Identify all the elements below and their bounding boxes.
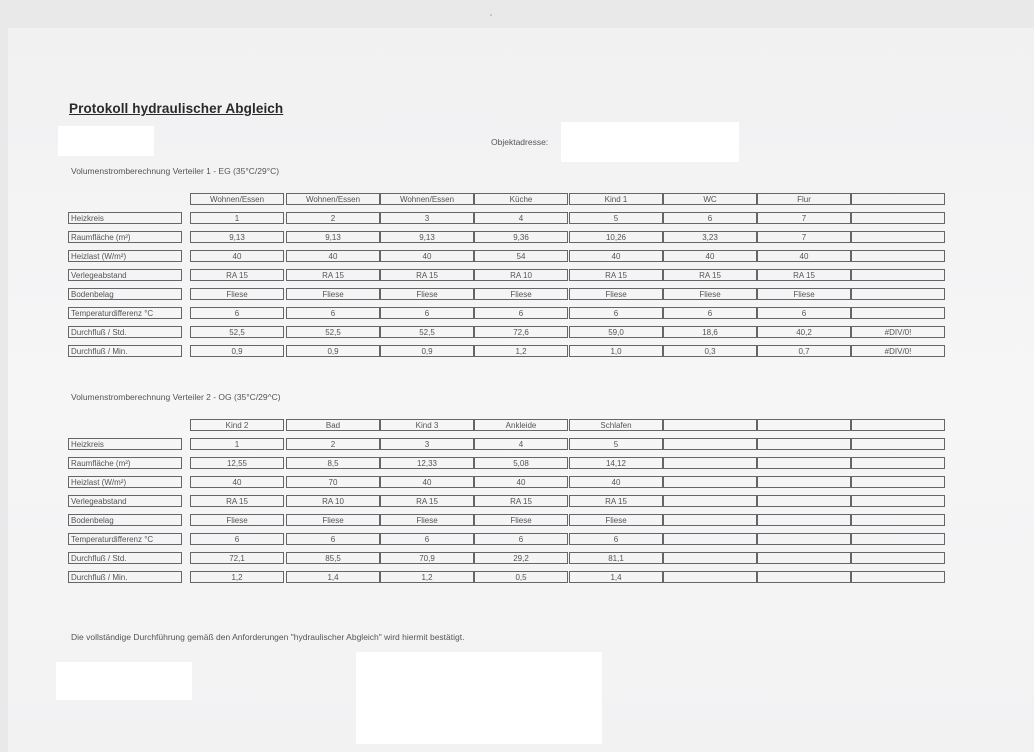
table-cell: 8,5 — [286, 457, 380, 469]
table-cell: 12,55 — [190, 457, 284, 469]
table-cell: Fliese — [569, 288, 663, 300]
table-cell — [851, 269, 945, 281]
table-cell: 5,08 — [474, 457, 568, 469]
table-cell: 9,13 — [380, 231, 474, 243]
column-header: WC — [663, 193, 757, 205]
row-label: Verlegeabstand — [68, 495, 182, 507]
table-cell: 1 — [190, 212, 284, 224]
table-cell: Fliese — [569, 514, 663, 526]
table-cell: 5 — [569, 438, 663, 450]
table-cell: 6 — [569, 307, 663, 319]
table-cell: RA 15 — [569, 269, 663, 281]
table-cell: Fliese — [286, 514, 380, 526]
table-cell: 1,4 — [569, 571, 663, 583]
table-cell — [663, 476, 757, 488]
column-header: Wohnen/Essen — [380, 193, 474, 205]
table-cell: Fliese — [380, 288, 474, 300]
table-cell: 1,4 — [286, 571, 380, 583]
table-cell: 1 — [190, 438, 284, 450]
column-header: Kind 3 — [380, 419, 474, 431]
row-label: Temperaturdifferenz °C — [68, 307, 182, 319]
table-cell: 0,9 — [380, 345, 474, 357]
table-cell: 52,5 — [190, 326, 284, 338]
table-cell: 0,5 — [474, 571, 568, 583]
objektadresse-label: Objektadresse: — [491, 137, 549, 147]
column-header — [851, 419, 945, 431]
table-cell: 6 — [190, 533, 284, 545]
redacted-signature-right — [356, 652, 602, 744]
table-cell: RA 10 — [474, 269, 568, 281]
table-cell: Fliese — [474, 288, 568, 300]
redacted-address — [561, 122, 739, 162]
row-label: Heizlast (W/m²) — [68, 476, 182, 488]
row-label: Durchfluß / Min. — [68, 571, 182, 583]
table-cell — [757, 495, 851, 507]
table-cell — [757, 438, 851, 450]
table-cell: 40 — [474, 476, 568, 488]
row-label: Durchfluß / Min. — [68, 345, 182, 357]
table-cell: 85,5 — [286, 552, 380, 564]
column-header — [757, 419, 851, 431]
table-cell: 6 — [569, 533, 663, 545]
table-cell — [851, 552, 945, 564]
table-cell: 9,13 — [286, 231, 380, 243]
row-label: Temperaturdifferenz °C — [68, 533, 182, 545]
table-cell: 6 — [286, 307, 380, 319]
table-cell: 40 — [757, 250, 851, 262]
table-cell: Fliese — [663, 288, 757, 300]
table-cell: 52,5 — [286, 326, 380, 338]
table-cell: RA 15 — [569, 495, 663, 507]
redacted-signature-left — [56, 662, 192, 700]
table-cell: 6 — [663, 307, 757, 319]
table-cell: 40 — [380, 476, 474, 488]
table-cell: 6 — [663, 212, 757, 224]
column-header: Wohnen/Essen — [286, 193, 380, 205]
table-cell — [663, 457, 757, 469]
table-cell: RA 15 — [380, 495, 474, 507]
table-cell — [851, 231, 945, 243]
confirmation-text: Die vollständige Durchführung gemäß den Anforderungen "hydraulischer Abgleich" wird hiermit bestätigt. — [71, 632, 465, 642]
table-cell: 2 — [286, 212, 380, 224]
table-cell: RA 15 — [190, 269, 284, 281]
table-cell: Fliese — [190, 514, 284, 526]
table-cell: 0,7 — [757, 345, 851, 357]
table-cell: 6 — [474, 533, 568, 545]
table-cell — [757, 571, 851, 583]
table-cell: 40 — [663, 250, 757, 262]
table-cell — [851, 288, 945, 300]
row-label: Bodenbelag — [68, 288, 182, 300]
table-cell: 70 — [286, 476, 380, 488]
table-cell: 40 — [569, 250, 663, 262]
table-cell: 0,3 — [663, 345, 757, 357]
table-cell: 1,2 — [190, 571, 284, 583]
table-cell: Fliese — [380, 514, 474, 526]
table-cell: 1,0 — [569, 345, 663, 357]
table-cell: 0,9 — [286, 345, 380, 357]
section-label-verteiler-1: Volumenstromberechnung Verteiler 1 - EG (35°C/29°C) — [71, 166, 280, 176]
table-cell: RA 15 — [474, 495, 568, 507]
table-cell: 10,26 — [569, 231, 663, 243]
column-header — [663, 419, 757, 431]
row-label: Heizlast (W/m²) — [68, 250, 182, 262]
table-cell: Fliese — [474, 514, 568, 526]
column-header: Kind 1 — [569, 193, 663, 205]
table-cell — [851, 514, 945, 526]
table-cell: 72,6 — [474, 326, 568, 338]
table-cell: 6 — [474, 307, 568, 319]
table-cell: 52,5 — [380, 326, 474, 338]
table-cell: 40 — [190, 476, 284, 488]
table-cell — [851, 457, 945, 469]
table-cell: 18,6 — [663, 326, 757, 338]
table-cell: RA 15 — [757, 269, 851, 281]
table-cell: 1,2 — [380, 571, 474, 583]
table-cell: Fliese — [286, 288, 380, 300]
table-cell: 6 — [190, 307, 284, 319]
table-cell — [851, 495, 945, 507]
table-cell: #DIV/0! — [851, 345, 945, 357]
table-cell — [663, 514, 757, 526]
table-cell: 3 — [380, 438, 474, 450]
table-cell: Fliese — [190, 288, 284, 300]
redacted-area-left — [58, 126, 154, 156]
table-cell: 7 — [757, 231, 851, 243]
table-cell: RA 10 — [286, 495, 380, 507]
table-cell: RA 15 — [380, 269, 474, 281]
table-cell: 70,9 — [380, 552, 474, 564]
table-cell: 6 — [380, 307, 474, 319]
table-cell: 54 — [474, 250, 568, 262]
table-cell: 4 — [474, 438, 568, 450]
table-cell: 6 — [286, 533, 380, 545]
table-cell — [851, 250, 945, 262]
column-header — [851, 193, 945, 205]
table-cell: 72,1 — [190, 552, 284, 564]
table-cell: RA 15 — [286, 269, 380, 281]
row-label: Verlegeabstand — [68, 269, 182, 281]
paper-speck — [490, 14, 492, 16]
table-cell — [851, 438, 945, 450]
table-cell: 6 — [757, 307, 851, 319]
table-cell: 9,13 — [190, 231, 284, 243]
table-cell — [851, 476, 945, 488]
table-cell — [851, 212, 945, 224]
column-header: Küche — [474, 193, 568, 205]
table-cell: 7 — [757, 212, 851, 224]
table-cell — [663, 533, 757, 545]
table-cell: 3,23 — [663, 231, 757, 243]
table-cell: #DIV/0! — [851, 326, 945, 338]
table-cell: RA 15 — [190, 495, 284, 507]
table-cell — [757, 552, 851, 564]
table-cell: 6 — [380, 533, 474, 545]
table-cell: 59,0 — [569, 326, 663, 338]
table-cell — [757, 533, 851, 545]
table-cell: 0,9 — [190, 345, 284, 357]
row-label: Raumfläche (m²) — [68, 457, 182, 469]
table-cell: 40 — [286, 250, 380, 262]
section-label-verteiler-2: Volumenstromberechnung Verteiler 2 - OG (35°C/29^C) — [71, 392, 281, 402]
column-header: Bad — [286, 419, 380, 431]
table-cell: 14,12 — [569, 457, 663, 469]
table-cell — [757, 476, 851, 488]
table-cell — [663, 495, 757, 507]
table-cell: 9,36 — [474, 231, 568, 243]
column-header: Ankleide — [474, 419, 568, 431]
row-label: Raumfläche (m²) — [68, 231, 182, 243]
row-label: Heizkreis — [68, 212, 182, 224]
table-cell — [851, 533, 945, 545]
table-cell — [757, 457, 851, 469]
column-header: Flur — [757, 193, 851, 205]
column-header: Schlafen — [569, 419, 663, 431]
table-cell: 29,2 — [474, 552, 568, 564]
row-label: Heizkreis — [68, 438, 182, 450]
table-cell: 12,33 — [380, 457, 474, 469]
table-cell: 1,2 — [474, 345, 568, 357]
table-cell: 40 — [569, 476, 663, 488]
row-label: Durchfluß / Std. — [68, 552, 182, 564]
table-cell: 4 — [474, 212, 568, 224]
table-cell: 3 — [380, 212, 474, 224]
table-cell: Fliese — [757, 288, 851, 300]
table-cell — [757, 514, 851, 526]
table-cell: 40 — [190, 250, 284, 262]
table-cell: 2 — [286, 438, 380, 450]
table-cell: 40 — [380, 250, 474, 262]
table-cell — [663, 552, 757, 564]
table-cell: 81,1 — [569, 552, 663, 564]
row-label: Durchfluß / Std. — [68, 326, 182, 338]
table-cell — [851, 307, 945, 319]
document-title: Protokoll hydraulischer Abgleich — [69, 101, 284, 116]
table-cell: RA 15 — [663, 269, 757, 281]
column-header: Kind 2 — [190, 419, 284, 431]
table-cell: 40,2 — [757, 326, 851, 338]
table-cell: 5 — [569, 212, 663, 224]
row-label: Bodenbelag — [68, 514, 182, 526]
table-cell — [851, 571, 945, 583]
table-cell — [663, 571, 757, 583]
table-cell — [663, 438, 757, 450]
column-header: Wohnen/Essen — [190, 193, 284, 205]
